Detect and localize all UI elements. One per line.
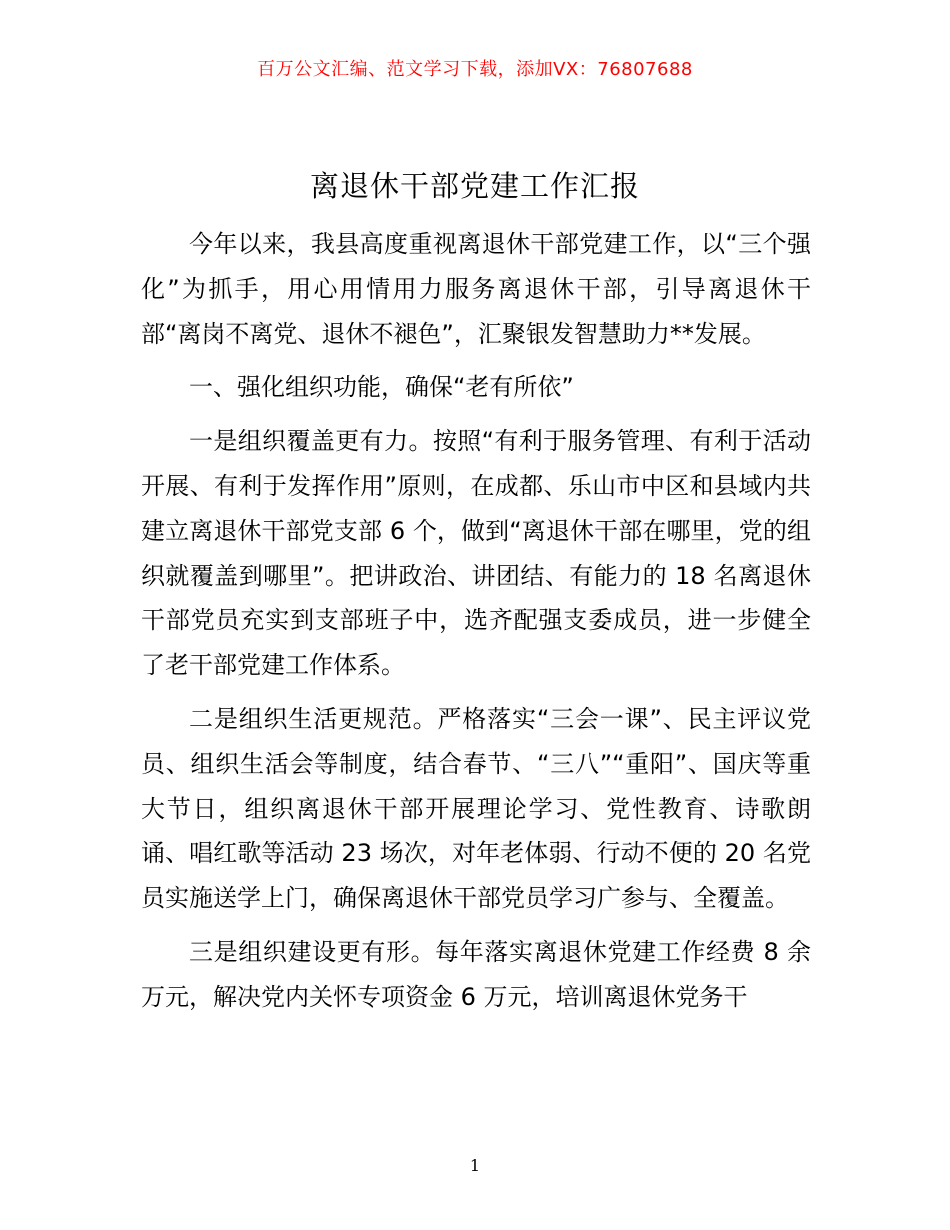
paragraph-organization-coverage: 一是组织覆盖更有力。按照“有利于服务管理、有利于活动开展、有利于发挥作用”原则，在成都、乐山市中区和县域内共建立离退休干部党支部 6 个，做到“离退休干部在哪里，党的组织就覆盖到哪里”。把讲政治、讲团结、有能力的 18 名离退休干部党员充实到支部班子中，选齐配强支委成员，进一步健全了老干部党建工作体系。 [141, 427, 811, 680]
paragraph-organization-life: 二是组织生活更规范。严格落实“三会一课”、民主评议党员、组织生活会等制度，结合春节、“三八”“重阳”、国庆等重大节日，组织离退休干部开展理论学习、党性教育、诗歌朗诵、唱红歌等活动 23 场次，对年老体弱、行动不便的 20 名党员实施送学上门，确保离退休干部党员学习广参与、全覆盖。 [141, 704, 811, 913]
document-body [141, 222, 811, 1029]
paragraph-intro: 今年以来，我县高度重视离退休干部党建工作，以“三个强化”为抓手，用心用情用力服务离退休干部，引导离退休干部“离岗不离党、退休不褪色”，汇聚银发智慧助力**发展。 [141, 230, 811, 348]
page-number: 1 [469, 1156, 481, 1175]
watermark-header: 百万公文汇编、范文学习下载，添加VX：76807688 [257, 59, 693, 80]
paragraph-organization-building: 三是组织建设更有形。每年落实离退休党建工作经费 8 余万元，解决党内关怀专项资金 6 万元，培训离退休党务干 [141, 937, 811, 1011]
section-heading-1: 一、强化组织功能，确保“老有所依” [189, 373, 574, 402]
document-title: 离退休干部党建工作汇报 [309, 169, 640, 203]
